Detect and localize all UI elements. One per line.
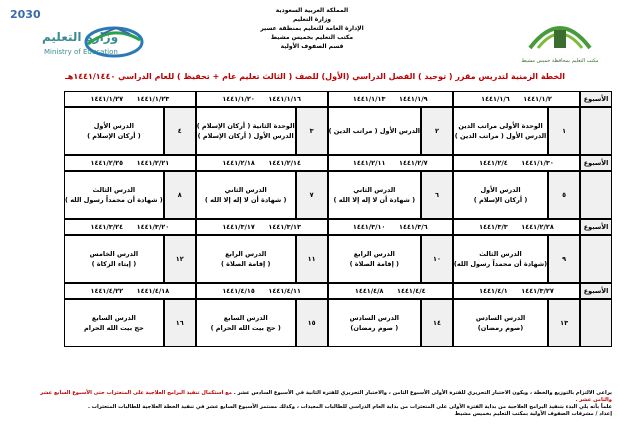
week-number: ٥	[548, 171, 580, 219]
lesson-cell	[196, 299, 296, 347]
week-date-range	[328, 219, 453, 235]
lesson-line: الوحدة الأولى مراتب الدين	[458, 122, 543, 130]
start-date: ١٤٤١/٤/١١	[268, 287, 301, 295]
start-date: ١٤٤١/٣/٢٠	[136, 223, 170, 231]
week-date-range	[328, 283, 453, 299]
lesson-cell	[64, 235, 164, 283]
lesson-cell	[328, 299, 421, 347]
week-header-cell: الأسبوع	[580, 91, 612, 107]
week-number: ١٤	[421, 299, 453, 347]
lesson-line: ( أركان الإسلام )	[87, 132, 141, 140]
end-date: ١٤٤١/٣/٢٤	[90, 223, 124, 231]
week-number: ١١	[296, 235, 328, 283]
week-header-cell	[580, 299, 612, 347]
week-date-range	[328, 91, 453, 107]
end-date: ١٤٤١/٤/٨	[354, 287, 384, 295]
ministry-line: وزارة التعليم	[292, 16, 332, 23]
start-date: ١٤٤١/٢/٢١	[136, 159, 170, 167]
start-date: ١٤٤١/١/٩	[399, 95, 428, 103]
lesson-cell	[453, 235, 548, 283]
lesson-line: الدرس الثاني	[224, 186, 267, 194]
week-header-cell	[580, 235, 612, 283]
lesson-row	[64, 171, 612, 219]
lesson-line: الدرس الرابع	[225, 250, 267, 258]
lesson-line: الدرس الثاني	[353, 186, 396, 194]
lesson-cell	[328, 107, 421, 155]
date-row	[64, 283, 612, 299]
date-row	[64, 219, 612, 235]
start-date: ١٤٤١/١/٢٣	[136, 95, 170, 103]
footer-note-1-highlight: مع استكمال تنفيذ البرامج العلاجية على المتعثرات حتى الأسبوع السابع عشر والثامن عشر .	[40, 390, 612, 403]
date-row	[64, 91, 612, 107]
lesson-line: ( أركان الإسلام )	[473, 196, 528, 204]
ministry-line: المملكة العربية السعودية	[275, 7, 349, 14]
end-date: ١٤٤١/٢/١١	[352, 159, 386, 167]
week-date-range	[196, 155, 328, 171]
end-date: ١٤٤١/٣/٣	[479, 223, 508, 231]
week-number: ٤	[164, 107, 196, 155]
week-date-range	[453, 155, 580, 171]
lesson-cell	[453, 171, 548, 219]
lesson-line: الدرس الخامس	[89, 250, 139, 258]
end-date: ١٤٤١/١/٢٧	[90, 95, 124, 103]
lesson-line: ( صوم رمضان)	[350, 324, 399, 332]
week-number: ١	[548, 107, 580, 155]
lesson-cell	[196, 171, 296, 219]
lesson-line: (صوم رمضان)	[477, 324, 524, 332]
lesson-line: الدرس الأول ( مراتب الدين )	[454, 132, 547, 140]
lesson-row	[64, 107, 612, 155]
office-logo-caption: مكتب التعليم بمحافظة خميس مشيط	[521, 58, 599, 64]
lesson-line: الدرس الأول	[480, 186, 521, 194]
end-date: ١٤٤١/٣/١٧	[222, 223, 255, 231]
lesson-line: ( شهادة أن محمداً رسول الله )	[65, 196, 163, 204]
vision-2030-label: 2030	[10, 8, 41, 21]
lesson-cell	[328, 235, 421, 283]
end-date: ١٤٤١/٢/٢٥	[90, 159, 124, 167]
week-date-range	[64, 155, 196, 171]
week-date-range	[196, 219, 328, 235]
start-date: ١٤٤١/١/١٦	[268, 95, 301, 103]
date-row	[64, 155, 612, 171]
week-number: ١٢	[164, 235, 196, 283]
week-number: ٢	[421, 107, 453, 155]
lesson-line: الدرس السادس	[475, 314, 526, 322]
lesson-line: الدرس الأول	[93, 122, 134, 130]
lesson-line: الدرس الثالث	[92, 186, 136, 194]
week-date-range	[453, 91, 580, 107]
education-emblem-icon	[82, 14, 146, 64]
lesson-cell	[64, 107, 164, 155]
footer-note-1	[24, 390, 612, 404]
lesson-line: ( إيتاء الزكاة )	[91, 260, 137, 268]
footer-credit: إعداد / مشرفات الصفوف الأولية بمكتب التعليم بخميس مشيط	[454, 411, 612, 417]
week-number: ٣	[296, 107, 328, 155]
footer-note-2: علماً بأنه يلي البدء بتنفيذ البرامج العلاجية من بداية الفترة الأولى على المتعثرات من بداية العام الدراسي للطالبات المعيدات ، وكذلك مستمر الأسبوع السابع عشر في تنفيذ الخطة العلاجية للطالبات المتعثرات .	[88, 404, 612, 410]
week-date-range	[64, 91, 196, 107]
week-header-cell	[580, 107, 612, 155]
lesson-cell	[328, 171, 421, 219]
lesson-plan-table	[64, 91, 612, 347]
week-date-range	[453, 219, 580, 235]
end-date: ١٤٤١/٢/١٨	[222, 159, 255, 167]
footer-note-1-text: يراعى الالتزام بالتوزيع والخطة ، ويكون الاختبار التحريري للفترة الأولى الأسبوع الثامن ، والاختبار التحريري للفترة الثانية في الأسبوع السادس عشر .	[233, 390, 612, 396]
ministry-line: الإدارة العامة للتعليم بمنطقة عسير	[260, 25, 364, 32]
lesson-line: ( إقامة الصلاة )	[349, 260, 400, 268]
ministry-name-arabic: وزارة التعليم	[42, 30, 119, 44]
lesson-line: الدرس الأول ( أركان الإسلام )	[197, 132, 294, 140]
lesson-line: الوحدة الثانية ( أركان الإسلام )	[196, 122, 295, 130]
end-date: ١٤٤١/٢/٤	[479, 159, 508, 167]
week-number: ٨	[164, 171, 196, 219]
start-date: ١٤٤١/٣/٦	[399, 223, 428, 231]
ministry-header-text	[232, 6, 392, 51]
lesson-cell	[64, 171, 164, 219]
start-date: ١٤٤١/٢/٧	[399, 159, 428, 167]
lesson-row	[64, 235, 612, 283]
week-number: ٩	[548, 235, 580, 283]
page-header	[0, 0, 620, 80]
week-header-cell: الأسبوع	[580, 155, 612, 171]
week-date-range	[328, 155, 453, 171]
start-date: ١٤٤١/٣/٢٧	[521, 287, 554, 295]
lesson-line: الدرس السابع	[223, 314, 268, 322]
week-header-cell: الأسبوع	[580, 219, 612, 235]
lesson-line: (شهادة أن محمداً رسول الله)	[453, 260, 548, 268]
ministry-line: قسم الصفوف الأولية	[280, 43, 344, 50]
lesson-cell	[453, 299, 548, 347]
week-date-range	[64, 283, 196, 299]
lesson-line: ( إقامة الصلاة )	[220, 260, 271, 268]
lesson-line: ( حج بيت الله الحرام )	[210, 324, 281, 332]
week-number: ١٦	[164, 299, 196, 347]
week-number: ٦	[421, 171, 453, 219]
start-date: ١٤٤١/٢/٢٨	[521, 223, 554, 231]
week-date-range	[64, 219, 196, 235]
week-date-range	[196, 91, 328, 107]
week-number: ٧	[296, 171, 328, 219]
end-date: ١٤٤١/١/١٣	[352, 95, 386, 103]
ministry-line: مكتب التعليم بخميس مشيط	[270, 34, 354, 41]
week-header-cell: الأسبوع	[580, 283, 612, 299]
lesson-line: الدرس الرابع	[353, 250, 395, 258]
start-date: ١٤٤١/١/٢	[523, 95, 552, 103]
start-date: ١٤٤١/٤/٤	[397, 287, 426, 295]
end-date: ١٤٤١/١/٦	[481, 95, 510, 103]
week-header-cell	[580, 171, 612, 219]
lesson-line: الدرس الثالث	[479, 250, 522, 258]
week-date-range	[196, 283, 328, 299]
lesson-line: الدرس الأول ( مراتب الدين )	[328, 127, 421, 135]
lesson-line: حج بيت الله الحرام	[83, 324, 144, 332]
week-number: ١٠	[421, 235, 453, 283]
end-date: ١٤٤١/٣/١٠	[352, 223, 386, 231]
lesson-cell	[64, 299, 164, 347]
week-number: ١٣	[548, 299, 580, 347]
office-logo-icon	[510, 8, 610, 68]
lesson-line: الدرس السادس	[349, 314, 400, 322]
ministry-name-english: Ministry of Education	[44, 48, 118, 56]
lesson-row	[64, 299, 612, 347]
lesson-line: الدرس السابع	[91, 314, 136, 322]
plan-title: الخطة الزمنية لتدريس مقرر ( توحيد ) الفصل الدراسي (الأول) للصف ( الثالث تعليم عام + تحفيظ ) للعام الدراسي ١٤٤١/١٤٤٠هـ	[65, 72, 565, 81]
lesson-line: ( شهادة أن لا إله إلا الله )	[333, 196, 416, 204]
lesson-cell	[453, 107, 548, 155]
start-date: ١٤٤١/١/٣٠	[521, 159, 554, 167]
week-date-range	[453, 283, 580, 299]
end-date: ١٤٤١/٤/٢٢	[90, 287, 124, 295]
end-date: ١٤٤١/١/٢٠	[222, 95, 255, 103]
start-date: ١٤٤١/٣/١٣	[268, 223, 301, 231]
lesson-cell	[196, 107, 296, 155]
end-date: ١٤٤١/٤/١٥	[222, 287, 255, 295]
lesson-cell	[196, 235, 296, 283]
start-date: ١٤٤١/٢/١٤	[268, 159, 301, 167]
end-date: ١٤٤١/٤/١	[479, 287, 508, 295]
start-date: ١٤٤١/٤/١٨	[136, 287, 170, 295]
week-number: ١٥	[296, 299, 328, 347]
lesson-line: ( شهادة أن لا إله إلا الله )	[204, 196, 287, 204]
footer-notes	[24, 390, 612, 418]
